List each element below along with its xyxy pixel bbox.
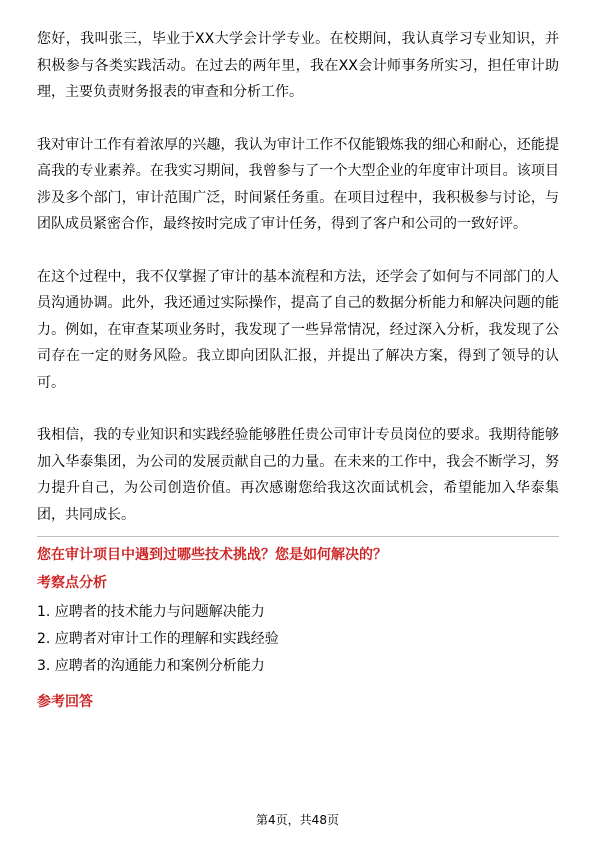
document-body: [37, 26, 559, 718]
reference-answer-title: 参考回答: [37, 694, 93, 710]
intro-paragraph: 您好，我叫张三，毕业于XX大学会计学专业。在校期间，我认真学习专业知识，并积极参与各类实践活动。在过去的两年里，我在XX会计师事务所实习，担任审计助理，主要负责财务报表的审查和分析工作。: [37, 31, 559, 100]
page-number: 第4页，共48页: [256, 813, 339, 827]
interview-question: 您在审计项目中遇到过哪些技术挑战？您是如何解决的？: [37, 547, 387, 563]
analysis-point: 1. 应聘者的技术能力与问题解决能力: [37, 604, 265, 620]
experience-paragraph: 在这个过程中，我不仅掌握了审计的基本流程和方法，还学会了如何与不同部门的人员沟通协调。此外，我还通过实际操作，提高了自己的数据分析能力和解决问题的能力。例如，在审查某项业务时，我发现了一些异常情况，经过深入分析，我发现了公司存在一定的财务风险。我立即向团队汇报，并提出了解决方案，得到了领导的认可。: [37, 268, 559, 391]
analysis-point: 2. 应聘者对审计工作的理解和实践经验: [37, 631, 279, 647]
analysis-points: [37, 599, 559, 680]
closing-paragraph: 我相信，我的专业知识和实践经验能够胜任贵公司审计专员岗位的要求。我期待能够加入华泰集团，为公司的发展贡献自己的力量。在未来的工作中，我会不断学习，努力提升自己，为公司创造价值。再次感谢您给我这次面试机会，希望能加入华泰集团，共同成长。: [37, 427, 559, 523]
analysis-title: 考察点分析: [37, 575, 107, 591]
section-divider: [37, 536, 559, 537]
analysis-point: 3. 应聘者的沟通能力和案例分析能力: [37, 658, 265, 674]
interest-paragraph: 我对审计工作有着浓厚的兴趣，我认为审计工作不仅能锻炼我的细心和耐心，还能提高我的专业素养。在我实习期间，我曾参与了一个大型企业的年度审计项目。该项目涉及多个部门，审计范围广泛，时间紧任务重。在项目过程中，我积极参与讨论，与团队成员紧密合作，最终按时完成了审计任务，得到了客户和公司的一致好评。: [37, 136, 559, 232]
